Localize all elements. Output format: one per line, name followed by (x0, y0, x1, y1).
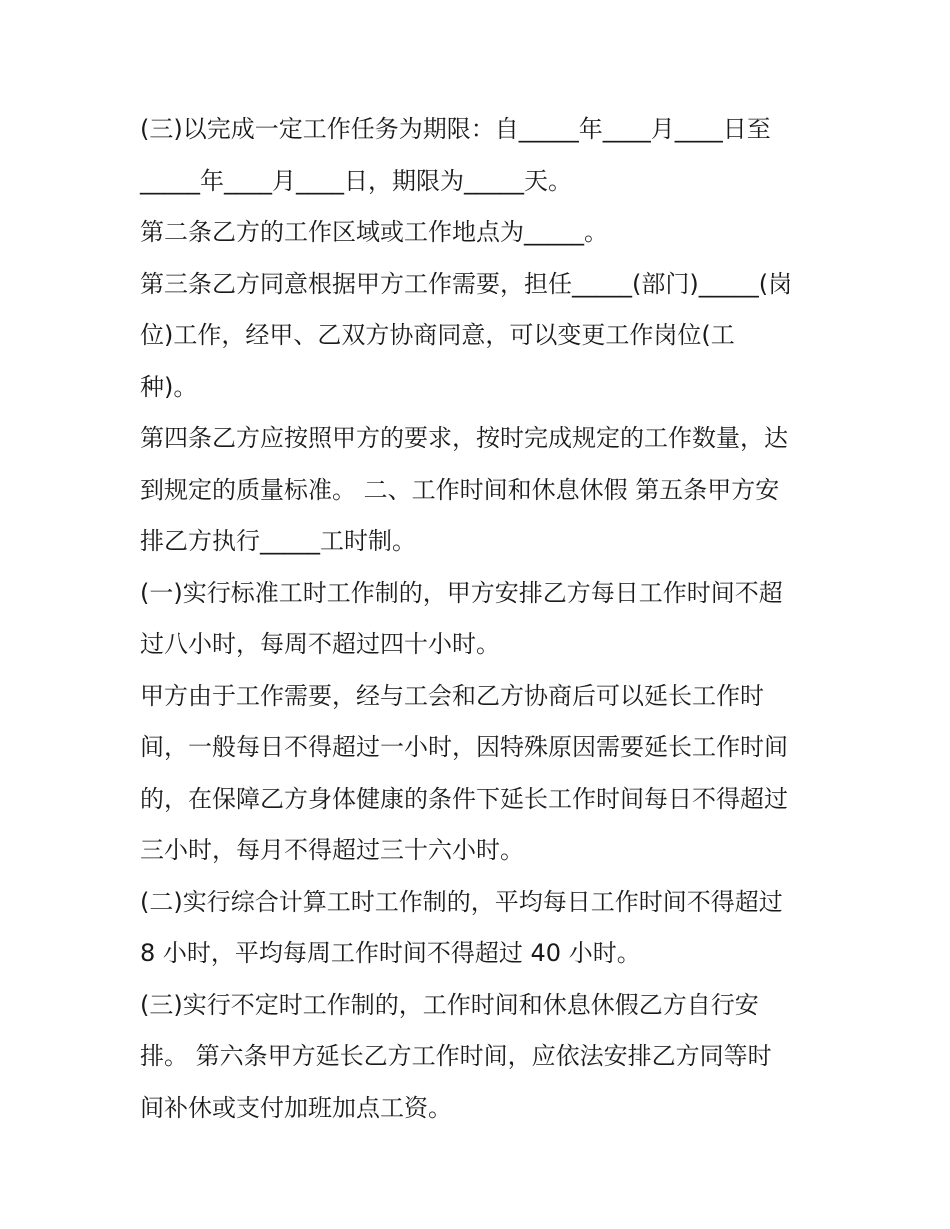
text-line: 过八小时，每周不超过四十小时。 (140, 630, 500, 658)
text-line: 排乙方执行_____工时制。 (140, 527, 416, 555)
text-line: 三小时，每月不得超过三十六小时。 (140, 836, 524, 864)
text-line: (二)实行综合计算工时工作制的，平均每日工作时间不得超过 (140, 887, 783, 916)
text-line: 的，在保障乙方身体健康的条件下延长工作时间每日不得超过 (140, 784, 788, 813)
text-line: 第二条乙方的工作区域或工作地点为_____。 (140, 218, 608, 246)
text-line: (一)实行标准工时工作制的，甲方安排乙方每日工作时间不超 (140, 578, 783, 607)
text-line: 到规定的质量标准。 二、工作时间和休息休假 第五条甲方安 (140, 475, 780, 504)
text-line: 第四条乙方应按照甲方的要求，按时完成规定的工作数量，达 (140, 424, 788, 452)
text-line: 间补休或支付加班加点工资。 (140, 1093, 452, 1122)
document-body (140, 104, 820, 1134)
text-line: 第三条乙方同意根据甲方工作需要，担任_____(部门)_____(岗 (140, 269, 793, 298)
text-line: 间，一般每日不得超过一小时，因特殊原因需要延长工作时间 (140, 733, 788, 761)
text-line: (三)以完成一定工作任务为期限：自_____年____月____日至 (140, 115, 771, 143)
text-line: 甲方由于工作需要，经与工会和乙方协商后可以延长工作时 (140, 681, 764, 710)
text-line: (三)实行不定时工作制的，工作时间和休息休假乙方自行安 (140, 990, 759, 1019)
text-line: 排。 第六条甲方延长乙方工作时间，应依法安排乙方同等时 (140, 1042, 772, 1070)
text-line: 位)工作，经甲、乙双方协商同意，可以变更工作岗位(工 (140, 321, 735, 349)
text-line: 8 小时，平均每周工作时间不得超过 40 小时。 (140, 939, 641, 967)
text-line: _____年____月____日，期限为_____天。 (140, 166, 572, 195)
text-line: 种)。 (140, 372, 198, 401)
